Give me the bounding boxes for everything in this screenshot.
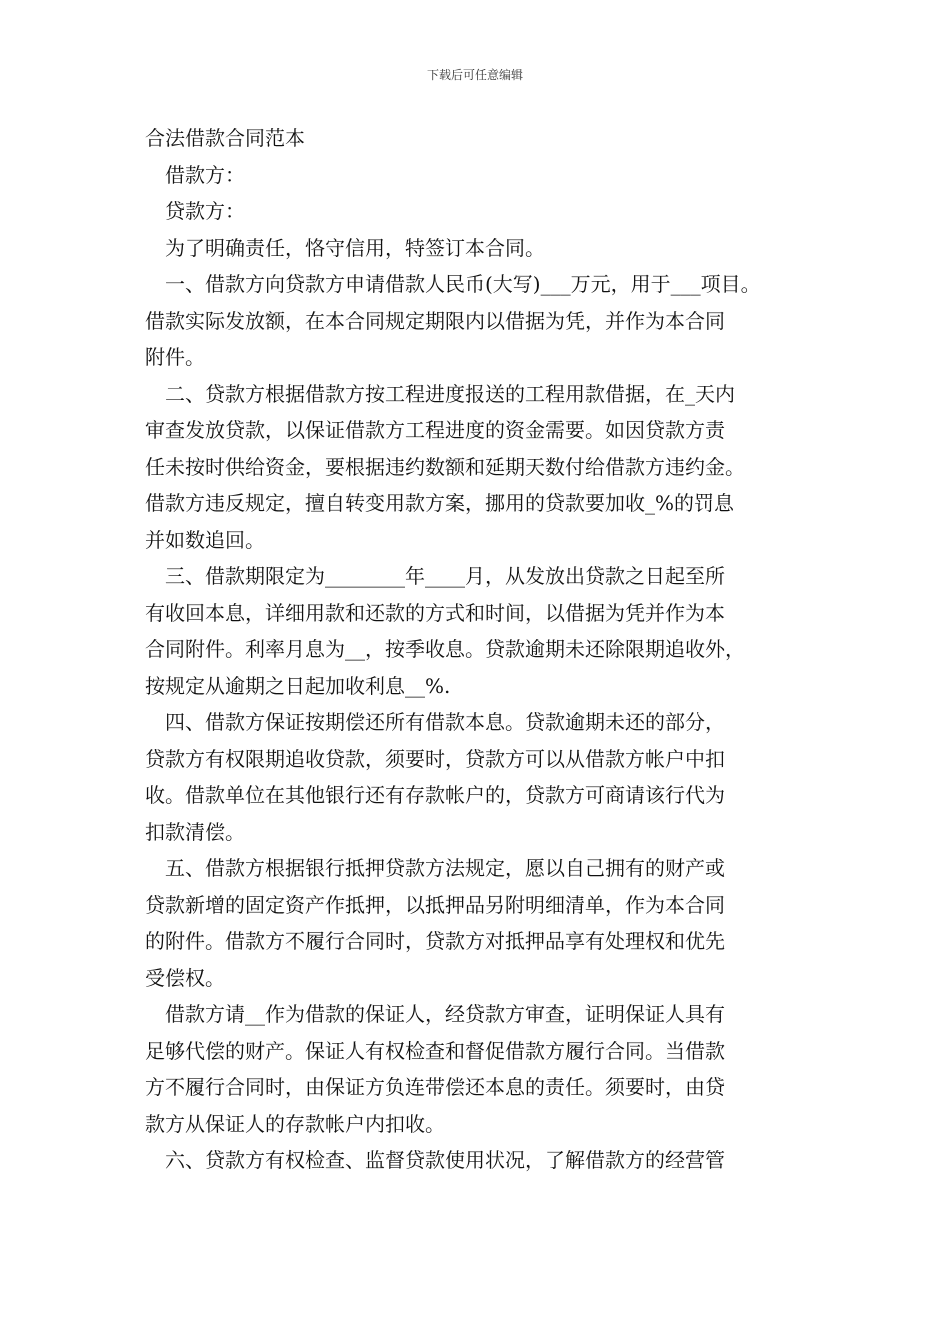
paragraph-line: 贷款新增的固定资产作抵押，以抵押品另附明细清单，作为本合同 bbox=[145, 892, 725, 917]
paragraph-line: 款方从保证人的存款帐户内扣收。 bbox=[145, 1111, 445, 1136]
paragraph-line: 借款方违反规定，擅自转变用款方案，挪用的贷款要加收_%的罚息 bbox=[145, 491, 735, 515]
paragraph-line: 并如数追回。 bbox=[145, 527, 265, 552]
paragraph-line: 方不履行合同时，由保证方负连带偿还本息的责任。须要时，由贷 bbox=[145, 1075, 725, 1099]
paragraph-line: 借款方请__作为借款的保证人，经贷款方审查，证明保证人具有 bbox=[165, 1002, 725, 1026]
page-header-note: 下载后可任意编辑 bbox=[426, 68, 523, 82]
lender-line: 贷款方： bbox=[165, 199, 245, 223]
paragraph-line: 四、借款方保证按期偿还所有借款本息。贷款逾期未还的部分， bbox=[165, 710, 725, 734]
paragraph-line: 任未按时供给资金，要根据违约数额和延期天数付给借款方违约金。 bbox=[145, 454, 745, 479]
document-title: 合法借款合同范本 bbox=[145, 126, 305, 150]
paragraph-line: 受偿权。 bbox=[145, 965, 225, 990]
paragraph-line: 贷款方有权限期追收贷款，须要时，贷款方可以从借款方帐户中扣 bbox=[145, 746, 725, 771]
paragraph-line: 的附件。借款方不履行合同时，贷款方对抵押品享有处理权和优先 bbox=[145, 929, 725, 953]
paragraph-line: 足够代偿的财产。保证人有权检查和督促借款方履行合同。当借款 bbox=[145, 1038, 725, 1063]
paragraph-line: 扣款清偿。 bbox=[145, 819, 245, 844]
document-body bbox=[145, 120, 813, 1179]
paragraph-line: 一、借款方向贷款方申请借款人民币(大写)___万元，用于___项目。 bbox=[165, 272, 761, 296]
paragraph-line: 审查发放贷款，以保证借款方工程进度的资金需要。如因贷款方责 bbox=[145, 418, 725, 442]
paragraph-line: 附件。 bbox=[145, 345, 205, 369]
paragraph-line: 借款实际发放额，在本合同规定期限内以借据为凭，并作为本合同 bbox=[145, 308, 725, 333]
paragraph-line: 六、贷款方有权检查、监督贷款使用状况，了解借款方的经营管 bbox=[165, 1148, 725, 1172]
paragraph-line: 合同附件。利率月息为__，按季收息。贷款逾期未还除限期追收外， bbox=[145, 637, 745, 661]
borrower-line: 借款方： bbox=[165, 162, 245, 187]
paragraph-line: 为了明确责任，恪守信用，特签订本合同。 bbox=[165, 235, 545, 260]
paragraph-line: 有收回本息，详细用款和还款的方式和时间，以借据为凭并作为本 bbox=[145, 600, 725, 625]
paragraph-line: 二、贷款方根据借款方按工程进度报送的工程用款借据，在_天内 bbox=[165, 381, 735, 406]
paragraph-line: 按规定从逾期之日起加收利息__%. bbox=[145, 673, 451, 698]
paragraph-line: 五、借款方根据银行抵押贷款方法规定，愿以自己拥有的财产或 bbox=[165, 856, 725, 880]
paragraph-line: 三、借款期限定为________年____月，从发放出贷款之日起至所 bbox=[165, 564, 725, 588]
paragraph-line: 收。借款单位在其他银行还有存款帐户的，贷款方可商请该行代为 bbox=[145, 783, 725, 807]
